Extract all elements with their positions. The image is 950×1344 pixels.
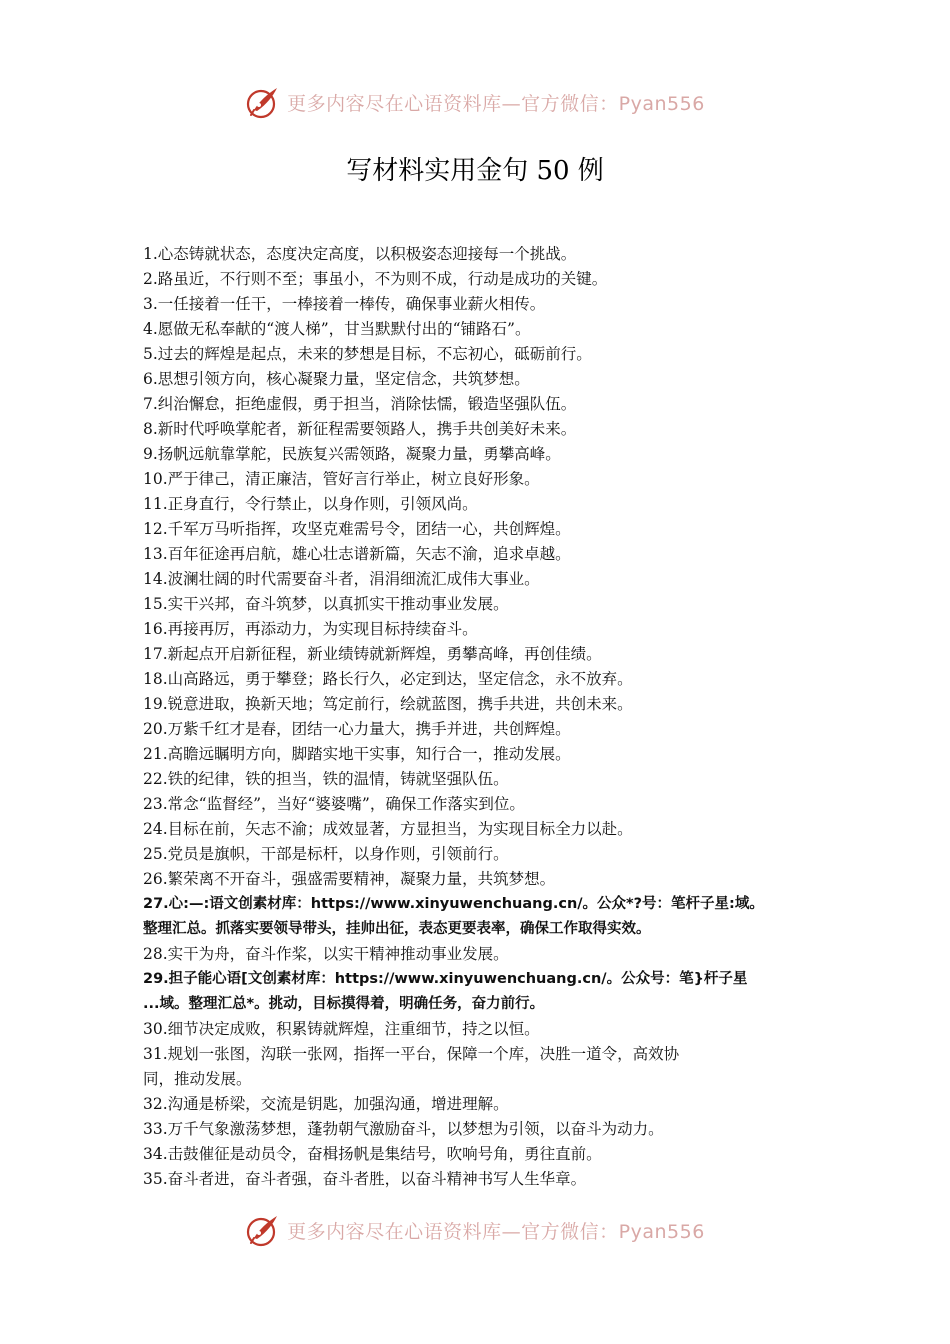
text-line: 20.万紫千红才是春，团结一心力量大，携手并进，共创辉煌。 xyxy=(143,720,571,738)
text-line: 31.规划一张图，沟联一张网，指挥一平台，保障一个库，决胜一道令，高效协 xyxy=(143,1045,680,1063)
text-line: 8.新时代呼唤掌舵者，新征程需要领路人，携手共创美好未来。 xyxy=(143,420,577,438)
document-title: 写材料实用金句 50 例 xyxy=(346,156,604,186)
footer-watermark-inner xyxy=(245,1212,705,1248)
text-line: 2.路虽近，不行则不至；事虽小，不为则不成，行动是成功的关键。 xyxy=(143,270,608,288)
text-line: 15.实干兴邦，奋斗筑梦，以真抓实干推动事业发展。 xyxy=(143,595,509,613)
text-line: 19.锐意进取，换新天地；笃定前行，绘就蓝图，携手共进，共创未来。 xyxy=(143,695,633,713)
text-line-watermarked: 27.心:—:语文创素材库：https://www.xinyuwenchuang.cn/。公众*?号：笔杆子星:域。 xyxy=(143,896,764,912)
text-line: 26.繁荣离不开奋斗，强盛需要精神，凝聚力量，共筑梦想。 xyxy=(143,870,556,888)
text-line: 14.波澜壮阔的时代需要奋斗者，涓涓细流汇成伟大事业。 xyxy=(143,570,540,588)
text-line: 9.扬帆远航靠掌舵，民族复兴需领路，凝聚力量，勇攀高峰。 xyxy=(143,445,561,463)
text-line: 12.千军万马听指挥，攻坚克难需号令，团结一心，共创辉煌。 xyxy=(143,520,571,538)
header-watermark-inner xyxy=(245,84,705,120)
document-body xyxy=(143,242,823,1192)
text-line: 11.正身直行，令行禁止，以身作则，引领风尚。 xyxy=(143,495,478,513)
text-line: 4.愿做无私奉献的“渡人梯”，甘当默默付出的“铺路石”。 xyxy=(143,320,531,338)
footer-watermark-text: 更多内容尽在心语资料库—官方微信：Pyan556 xyxy=(287,1220,705,1243)
quill-logo-icon xyxy=(245,84,281,120)
footer-watermark-banner xyxy=(0,1210,950,1250)
text-line: 3.一任接着一任干，一棒接着一棒传，确保事业薪火相传。 xyxy=(143,295,546,313)
text-line: 32.沟通是桥梁，交流是钥匙，加强沟通，增进理解。 xyxy=(143,1095,509,1113)
text-line-watermarked: 29.担子能心语[文创素材库：https://www.xinyuwenchuang.cn/。公众号：笔}杆子星 xyxy=(143,971,748,987)
header-wechat-id: Pyan556 xyxy=(618,92,705,115)
text-line-watermarked: 整理汇总。抓落实要领导带头，挂帅出征，表态更要表率，确保工作取得实效。 xyxy=(143,921,651,937)
text-line: 33.万千气象激荡梦想，蓬勃朝气激励奋斗，以梦想为引领，以奋斗为动力。 xyxy=(143,1120,664,1138)
footer-wechat-id: Pyan556 xyxy=(618,1220,705,1243)
text-line: 17.新起点开启新征程，新业绩铸就新辉煌，勇攀高峰，再创佳绩。 xyxy=(143,645,602,663)
text-line-watermarked: ...域。整理汇总*。挑动，目标摸得着，明确任务，奋力前行。 xyxy=(143,996,545,1012)
text-line: 18.山高路远，勇于攀登；路长行久，必定到达，坚定信念，永不放弃。 xyxy=(143,670,633,688)
text-line: 35.奋斗者进，奋斗者强，奋斗者胜，以奋斗精神书写人生华章。 xyxy=(143,1170,587,1188)
quill-logo-icon xyxy=(245,1212,281,1248)
text-line: 24.目标在前，矢志不渝；成效显著，方显担当，为实现目标全力以赴。 xyxy=(143,820,633,838)
text-line: 25.党员是旗帜，干部是标杆，以身作则，引领前行。 xyxy=(143,845,509,863)
text-line: 21.高瞻远瞩明方向，脚踏实地干实事，知行合一，推动发展。 xyxy=(143,745,571,763)
text-line: 10.严于律己，清正廉洁，管好言行举止，树立良好形象。 xyxy=(143,470,540,488)
text-line: 13.百年征途再启航，雄心壮志谱新篇，矢志不渝，追求卓越。 xyxy=(143,545,571,563)
text-line: 同，推动发展。 xyxy=(143,1070,252,1088)
text-line: 1.心态铸就状态，态度决定高度，以积极姿态迎接每一个挑战。 xyxy=(143,245,577,263)
header-watermark-text: 更多内容尽在心语资料库—官方微信：Pyan556 xyxy=(287,92,705,115)
text-line: 16.再接再厉，再添动力，为实现目标持续奋斗。 xyxy=(143,620,478,638)
text-line: 23.常念“监督经”，当好“婆婆嘴”，确保工作落实到位。 xyxy=(143,795,525,813)
text-line: 5.过去的辉煌是起点，未来的梦想是目标，不忘初心，砥砺前行。 xyxy=(143,345,592,363)
header-watermark-banner xyxy=(0,82,950,122)
text-line: 30.细节决定成败，积累铸就辉煌，注重细节，持之以恒。 xyxy=(143,1020,540,1038)
text-line: 22.铁的纪律，铁的担当，铁的温情，铸就坚强队伍。 xyxy=(143,770,509,788)
text-line: 34.击鼓催征是动员令，奋楫扬帆是集结号，吹响号角，勇往直前。 xyxy=(143,1145,602,1163)
text-line: 6.思想引领方向，核心凝聚力量，坚定信念，共筑梦想。 xyxy=(143,370,530,388)
text-line: 7.纠治懈怠，拒绝虚假，勇于担当，消除怯懦，锻造坚强队伍。 xyxy=(143,395,577,413)
text-line: 28.实干为舟，奋斗作桨，以实干精神推动事业发展。 xyxy=(143,945,509,963)
